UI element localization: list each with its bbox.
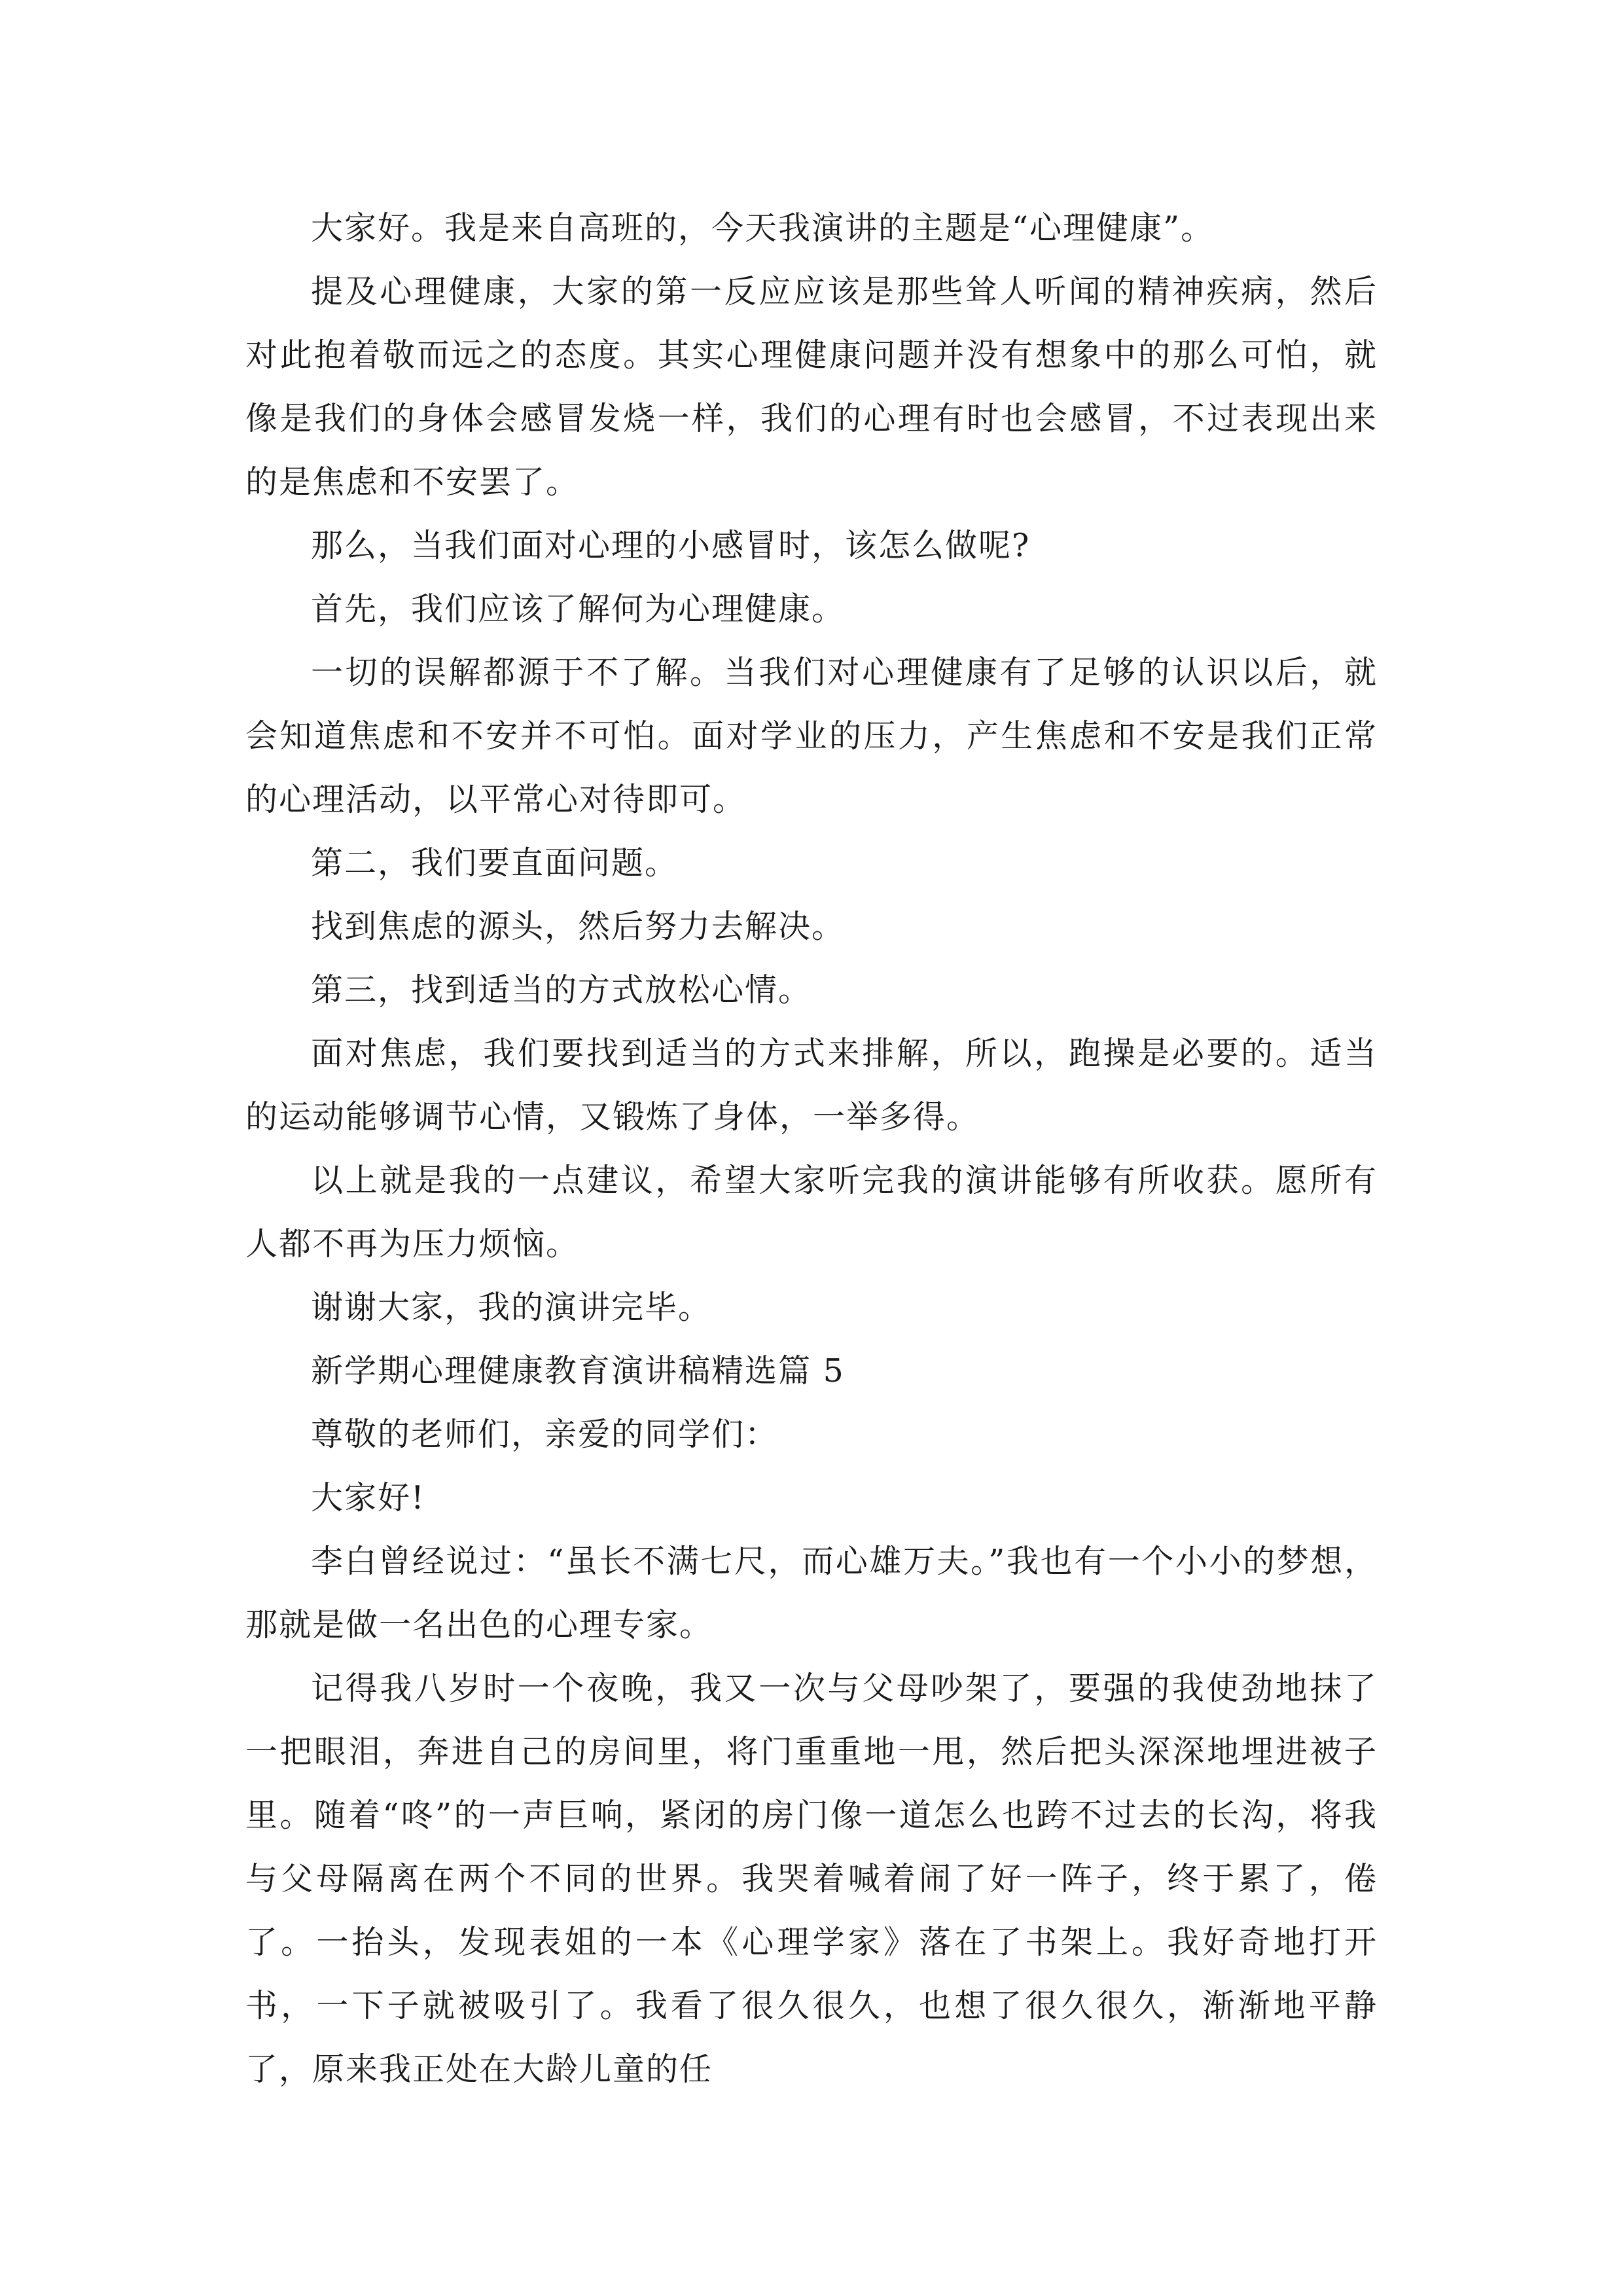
paragraph-question: 那么，当我们面对心理的小感冒时，该怎么做呢? — [311, 527, 1031, 564]
paragraph-salutation: 尊敬的老师们，亲爱的同学们： — [311, 1416, 779, 1453]
paragraph-third-point: 第三，找到适当的方式放松心情。 — [311, 971, 812, 1009]
paragraph-conclusion: 以上就是我的一点建议，希望大家听完我的演讲能够有所收获。愿所有人都不再为压力烦恼。 — [245, 1162, 1378, 1263]
section-title: 新学期心理健康教育演讲稿精选篇 5 — [311, 1352, 845, 1390]
paragraph-second-point: 第二，我们要直面问题。 — [311, 844, 679, 882]
paragraph-greeting: 大家好。我是来自高班的，今天我演讲的主题是“心理健康”。 — [311, 209, 1215, 247]
paragraph-first-detail: 一切的误解都源于不了解。当我们对心理健康有了足够的认识以后，就会知道焦虑和不安并不可怕。面对学业的压力，产生焦虑和不安是我们正常的心理活动，以平常心对待即可。 — [245, 654, 1378, 818]
paragraph-third-detail: 面对焦虑，我们要找到适当的方式来排解，所以，跑操是必要的。适当的运动能够调节心情，又锻炼了身体，一举多得。 — [245, 1035, 1378, 1136]
paragraph-second-detail: 找到焦虑的源头，然后努力去解决。 — [311, 908, 846, 945]
paragraph-quote: 李白曾经说过：“虽长不满七尺，而心雄万夫。”我也有一个小小的梦想，那就是做一名出色的心理专家。 — [245, 1543, 1378, 1643]
document-body — [245, 196, 1378, 2101]
paragraph-hello: 大家好! — [311, 1479, 425, 1516]
paragraph-story: 记得我八岁时一个夜晚，我又一次与父母吵架了，要强的我使劲地抹了一把眼泪，奔进自己的房间里，将门重重地一甩，然后把头深深地埋进被子里。随着“咚”的一声巨响，紧闭的房门像一道怎么也跨不过去的长沟，将我与父母隔离在两个不同的世界。我哭着喊着闹了好一阵子，终于累了，倦了。一抬头，发现表姐的一本《心理学家》落在了书架上。我好奇地打开书，一下子就被吸引了。我看了很久很久，也想了很久很久，渐渐地平静了，原来我正处在大龄儿童的任 — [245, 1670, 1378, 2088]
paragraph-thanks: 谢谢大家，我的演讲完毕。 — [311, 1289, 712, 1326]
paragraph-first-point: 首先，我们应该了解何为心理健康。 — [311, 590, 846, 628]
paragraph-intro: 提及心理健康，大家的第一反应应该是那些耸人听闻的精神疾病，然后对此抱着敬而远之的态度。其实心理健康问题并没有想象中的那么可怕，就像是我们的身体会感冒发烧一样，我们的心理有时也会感冒，不过表现出来的是焦虑和不安罢了。 — [245, 273, 1378, 501]
